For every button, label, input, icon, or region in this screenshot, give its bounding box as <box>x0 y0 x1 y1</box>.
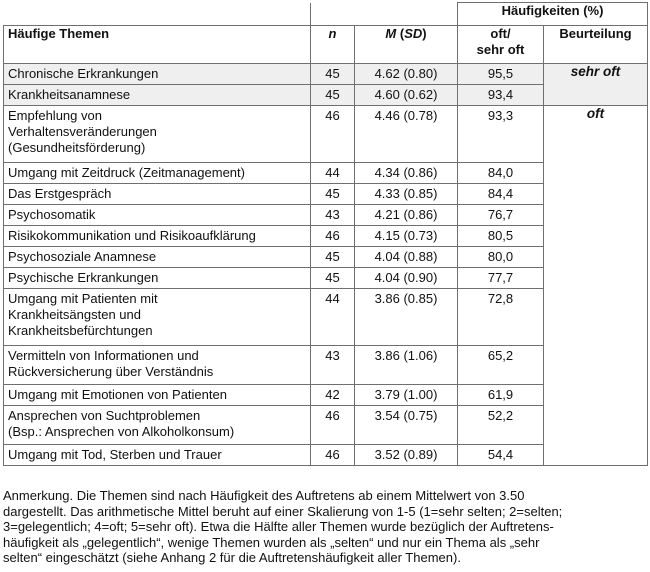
table-row <box>4 106 648 163</box>
topic-line: Psychische Erkrankungen <box>8 270 159 285</box>
mean-sd-cell: 4.04 (0.90) <box>355 268 458 289</box>
topic-line: Rückversicherung über Verständnis <box>8 364 214 379</box>
n-cell: 46 <box>311 445 355 466</box>
n-cell: 45 <box>311 64 355 85</box>
percent-cell: 72,8 <box>458 289 544 346</box>
percent-cell: 61,9 <box>458 385 544 406</box>
topic-line: Psychosomatik <box>8 207 96 222</box>
col-often-header <box>458 26 544 64</box>
percent-cell: 65,2 <box>458 346 544 385</box>
header-blank-m <box>355 3 458 26</box>
col-n-header: n <box>311 26 355 64</box>
topic-cell <box>4 268 311 289</box>
mean-sd-cell: 4.33 (0.85) <box>355 184 458 205</box>
n-cell: 43 <box>311 205 355 226</box>
topic-line: Psychosoziale Anamnese <box>8 249 157 264</box>
mean-sd-cell: 3.52 (0.89) <box>355 445 458 466</box>
topic-line: Umgang mit Tod, Sterben und Trauer <box>8 447 222 462</box>
topic-line: Vermitteln von Informationen und <box>8 348 199 363</box>
topic-cell <box>4 385 311 406</box>
percent-cell: 84,0 <box>458 163 544 184</box>
note-line: selten“ eingeschätzt (siehe Anhang 2 für die Auftretenshäufigkeit aller Themen). <box>3 550 461 566</box>
mean-sd-cell: 3.54 (0.75) <box>355 406 458 445</box>
topic-line: (Bsp.: Ansprechen von Alkoholkonsum) <box>8 424 235 439</box>
topic-line: Verhaltensveränderungen <box>8 124 157 139</box>
n-cell: 46 <box>311 106 355 163</box>
topic-cell <box>4 106 311 163</box>
topic-cell <box>4 445 311 466</box>
mean-sd-cell: 4.21 (0.86) <box>355 205 458 226</box>
header-row-top <box>4 3 648 26</box>
rating-oft: oft <box>544 106 648 466</box>
topic-line: Umgang mit Patienten mit <box>8 291 158 306</box>
topic-cell <box>4 247 311 268</box>
mean-sd-cell: 4.04 (0.88) <box>355 247 458 268</box>
percent-cell: 95,5 <box>458 64 544 85</box>
n-cell: 44 <box>311 289 355 346</box>
topic-line: Krankheitsanamnese <box>8 87 131 102</box>
topic-cell <box>4 64 311 85</box>
frequencies-group-header: Häufigkeiten (%) <box>458 3 648 26</box>
percent-cell: 84,4 <box>458 184 544 205</box>
n-cell: 42 <box>311 385 355 406</box>
topic-line: Krankheitsbefürchtungen <box>8 323 153 338</box>
topic-cell <box>4 163 311 184</box>
col-rating-header: Beurteilung <box>544 26 648 64</box>
percent-cell: 93,3 <box>458 106 544 163</box>
note-line: dargestellt. Das arithmetische Mittel beruht auf einer Skalierung von 1-5 (1=sehr selten; 2=selten; <box>3 503 563 519</box>
mean-sd-cell: 3.86 (1.06) <box>355 346 458 385</box>
percent-cell: 80,5 <box>458 226 544 247</box>
col-topic-header: Häufige Themen <box>4 26 311 64</box>
topic-line: (Gesundheitsförderung) <box>8 140 146 155</box>
percent-cell: 52,2 <box>458 406 544 445</box>
topic-line: Empfehlung von <box>8 108 102 123</box>
note-line: Anmerkung. Die Themen sind nach Häufigkeit des Auftretens ab einem Mittelwert von 3.50 <box>3 488 525 503</box>
mean-sd-cell: 4.34 (0.86) <box>355 163 458 184</box>
header-blank-topic <box>4 3 311 26</box>
col-sd-label: SD <box>404 26 423 41</box>
topic-cell <box>4 205 311 226</box>
topic-line: Umgang mit Emotionen von Patienten <box>8 387 227 402</box>
topic-cell <box>4 226 311 247</box>
topic-cell <box>4 184 311 205</box>
topic-line: Das Erstgespräch <box>8 186 112 201</box>
topic-cell <box>4 85 311 106</box>
n-cell: 45 <box>311 85 355 106</box>
n-cell: 45 <box>311 247 355 268</box>
header-row-columns <box>4 26 648 64</box>
note-line: 3=gelegentlich; 4=oft; 5=sehr oft). Etwa die Hälfte aller Themen wurde bezüglich der Auftretens- <box>3 519 554 535</box>
note-line: häufigkeit als „gelegentlich“, wenige Themen wurden als „selten“ und nur ein Thema als „sehr <box>3 534 540 550</box>
n-cell: 44 <box>311 163 355 184</box>
header-blank-n <box>311 3 355 26</box>
mean-sd-cell: 4.46 (0.78) <box>355 106 458 163</box>
topic-line: Umgang mit Zeitdruck (Zeitmanagement) <box>8 165 245 180</box>
rating-sehr-oft: sehr oft <box>544 64 648 106</box>
n-cell: 43 <box>311 346 355 385</box>
mean-sd-cell: 4.15 (0.73) <box>355 226 458 247</box>
n-cell: 46 <box>311 226 355 247</box>
percent-cell: 54,4 <box>458 445 544 466</box>
n-cell: 45 <box>311 184 355 205</box>
col-m-header: M (SD) <box>355 26 458 64</box>
table-row <box>4 64 648 85</box>
percent-cell: 80,0 <box>458 247 544 268</box>
topic-cell <box>4 406 311 445</box>
col-often-line1: oft/ <box>490 26 511 41</box>
topic-cell <box>4 289 311 346</box>
topic-cell <box>4 346 311 385</box>
col-often-line2: sehr oft <box>476 42 525 57</box>
topic-line: Risikokommunikation und Risikoaufklärung <box>8 228 256 243</box>
topic-line: Ansprechen von Suchtproblemen <box>8 408 201 423</box>
percent-cell: 93,4 <box>458 85 544 106</box>
table-note <box>3 488 647 566</box>
col-m-label: M <box>385 26 397 41</box>
mean-sd-cell: 4.62 (0.80) <box>355 64 458 85</box>
mean-sd-cell: 4.60 (0.62) <box>355 85 458 106</box>
n-cell: 46 <box>311 406 355 445</box>
mean-sd-cell: 3.79 (1.00) <box>355 385 458 406</box>
topic-line: Krankheitsängsten und <box>8 307 141 322</box>
n-cell: 45 <box>311 268 355 289</box>
topic-line: Chronische Erkrankungen <box>8 66 159 81</box>
mean-sd-cell: 3.86 (0.85) <box>355 289 458 346</box>
percent-cell: 76,7 <box>458 205 544 226</box>
percent-cell: 77,7 <box>458 268 544 289</box>
themes-table <box>3 2 648 466</box>
